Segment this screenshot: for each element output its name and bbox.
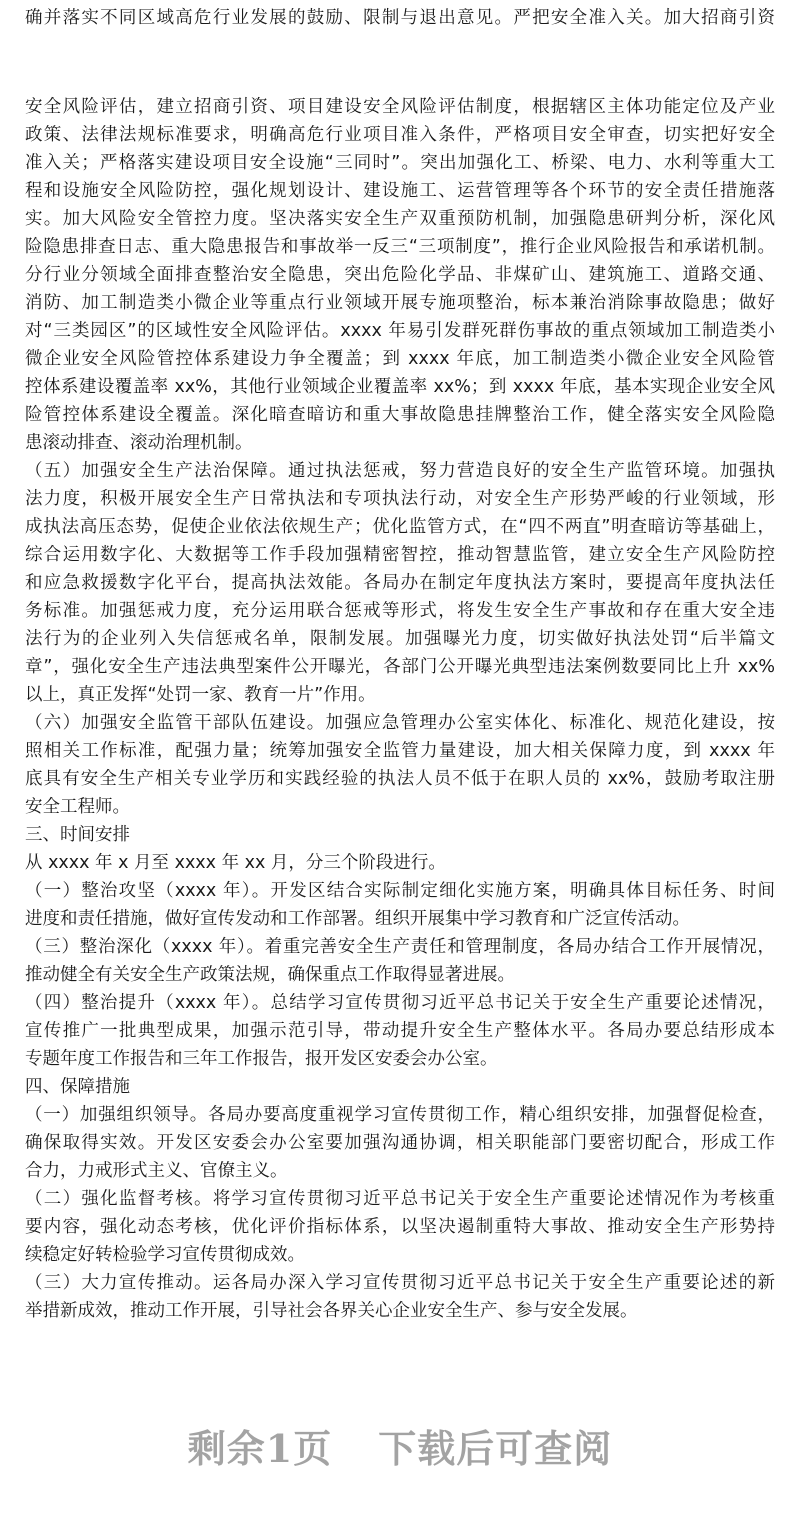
document-line: 和应急救援数字化平台，提高执法效能。各局办在制定年度执法方案时，要提高年度执法任: [25, 573, 775, 593]
document-line: 对“三类园区”的区域性安全风险评估。xxxx 年易引发群死群伤事故的重点领域加工制造类小: [25, 321, 775, 341]
document-line: （三）整治深化（xxxx 年）。着重完善安全生产责任和管理制度，各局办结合工作开展情况，: [25, 937, 775, 957]
document-line: 准入关；严格落实建设项目安全设施“三同时”。突出加强化工、桥梁、电力、水利等重大工: [25, 153, 775, 173]
document-line: 成执法高压态势，促使企业依法依规生产；优化监管方式，在“四不两直”明查暗访等基础上，: [25, 517, 775, 537]
document-line: 三、时间安排: [25, 825, 130, 845]
document-line: 进度和责任措施，做好宣传发动和工作部署。组织开展集中学习教育和广泛宣传活动。: [25, 909, 690, 929]
document-line: 险管控体系建设全覆盖。深化暗查暗访和重大事故隐患挂牌整治工作，健全落实安全风险隐: [25, 405, 775, 425]
document-line: （一）整治攻坚（xxxx 年）。开发区结合实际制定细化实施方案，明确具体目标任务、时间: [25, 881, 775, 901]
document-line: 合力，力戒形式主义、官僚主义。: [25, 1161, 288, 1181]
document-line: 安全风险评估，建立招商引资、项目建设安全风险评估制度，根据辖区主体功能定位及产业: [25, 97, 775, 117]
document-line: 法行为的企业列入失信惩戒名单，限制发展。加强曝光力度，切实做好执法处罚“后半篇文: [25, 629, 775, 649]
document-line: 照相关工作标准，配强力量；统筹加强安全监管力量建设，加大相关保障力度，到 xxxx 年: [25, 741, 775, 761]
document-line: 宣传推广一批典型成果，加强示范引导，带动提升安全生产整体水平。各局办要总结形成本: [25, 1021, 775, 1041]
document-line: 程和设施安全风险防控，强化规划设计、建设施工、运营管理等各个环节的安全责任措施落: [25, 181, 775, 201]
document-line: 从 xxxx 年 x 月至 xxxx 年 xx 月，分三个阶段进行。: [25, 853, 446, 873]
document-line: 以上，真正发挥“处罚一家、教育一片”作用。: [25, 685, 376, 705]
document-line: 实。加大风险安全管控力度。坚决落实安全生产双重预防机制，加强隐患研判分析，深化风: [25, 209, 775, 229]
document-line: 确保取得实效。开发区安委会办公室要加强沟通协调，相关职能部门要密切配合，形成工作: [25, 1133, 775, 1153]
document-line: （三）大力宣传推动。运各局办深入学习宣传贯彻习近平总书记关于安全生产重要论述的新: [25, 1273, 775, 1293]
document-line: 务标准。加强惩戒力度，充分运用联合惩戒等形式，将发生安全生产事故和存在重大安全违: [25, 601, 775, 621]
document-line: 患滚动排查、滚动治理机制。: [25, 433, 253, 453]
document-line: 微企业安全风险管控体系建设力争全覆盖；到 xxxx 年底，加工制造类小微企业安全风险管: [25, 349, 775, 369]
document-line: 综合运用数字化、大数据等工作手段加强精密智控，推动智慧监管，建立安全生产风险防控: [25, 545, 775, 565]
document-line: （一）加强组织领导。各局办要高度重视学习宣传贯彻工作，精心组织安排，加强督促检查，: [25, 1105, 775, 1125]
document-body: [0, 93, 800, 1325]
document-line: 法力度，积极开展安全生产日常执法和专项执法行动，对安全生产形势严峻的行业领域，形: [25, 489, 775, 509]
document-line: 举措新成效，推动工作开展，引导社会各界关心企业安全生产、参与安全发展。: [25, 1301, 638, 1321]
document-line: 险隐患排查日志、重大隐患报告和事故举一反三“三项制度”，推行企业风险报告和承诺机制。: [25, 237, 775, 257]
document-line: （二）强化监督考核。将学习宣传贯彻习近平总书记关于安全生产重要论述情况作为考核重: [25, 1189, 775, 1209]
remaining-pages-label: 剩余1页: [187, 1426, 333, 1471]
document-line: 安全工程师。: [25, 797, 130, 817]
document-line: 章”，强化安全生产违法典型案件公开曝光，各部门公开曝光典型违法案例数要同比上升 xx%: [25, 657, 775, 677]
document-line: 控体系建设覆盖率 xx%，其他行业领域企业覆盖率 xx%；到 xxxx 年底，基本实现企业安全风: [25, 377, 775, 397]
document-line: 消防、加工制造类小微企业等重点行业领域开展专施项整治，标本兼治消除事故隐患；做好: [25, 293, 775, 313]
document-line: 分行业分领域全面排查整治安全隐患，突出危险化学品、非煤矿山、建筑施工、道路交通、: [25, 265, 775, 285]
document-line: （五）加强安全生产法治保障。通过执法惩戒，努力营造良好的安全生产监管环境。加强执: [25, 461, 775, 481]
document-line: 政策、法律法规标准要求，明确高危行业项目准入条件，严格项目安全审查，切实把好安全: [25, 125, 775, 145]
document-line: 四、保障措施: [25, 1077, 130, 1097]
download-prompt[interactable]: [0, 1418, 800, 1473]
document-line: 要内容，强化动态考核，优化评价指标体系，以坚决遏制重特大事故、推动安全生产形势持: [25, 1217, 775, 1237]
document-line: （六）加强安全监管干部队伍建设。加强应急管理办公室实体化、标准化、规范化建设，按: [25, 713, 775, 733]
document-line: 底具有安全生产相关专业学历和实践经验的执法人员不低于在职人员的 xx%，鼓励考取注册: [25, 769, 775, 789]
download-to-view-label[interactable]: 下载后可查阅: [378, 1426, 613, 1471]
document-line: 续稳定好转检验学习宣传贯彻成效。: [25, 1245, 305, 1265]
document-line: 确并落实不同区域高危行业发展的鼓励、限制与退出意见。严把安全准入关。加大招商引资: [25, 8, 775, 28]
document-line: 推动健全有关安全生产政策法规，确保重点工作取得显著进展。: [25, 965, 515, 985]
document-line: 专题年度工作报告和三年工作报告，报开发区安委会办公室。: [25, 1049, 498, 1069]
document-line: （四）整治提升（xxxx 年）。总结学习宣传贯彻习近平总书记关于安全生产重要论述情况，: [25, 993, 775, 1013]
